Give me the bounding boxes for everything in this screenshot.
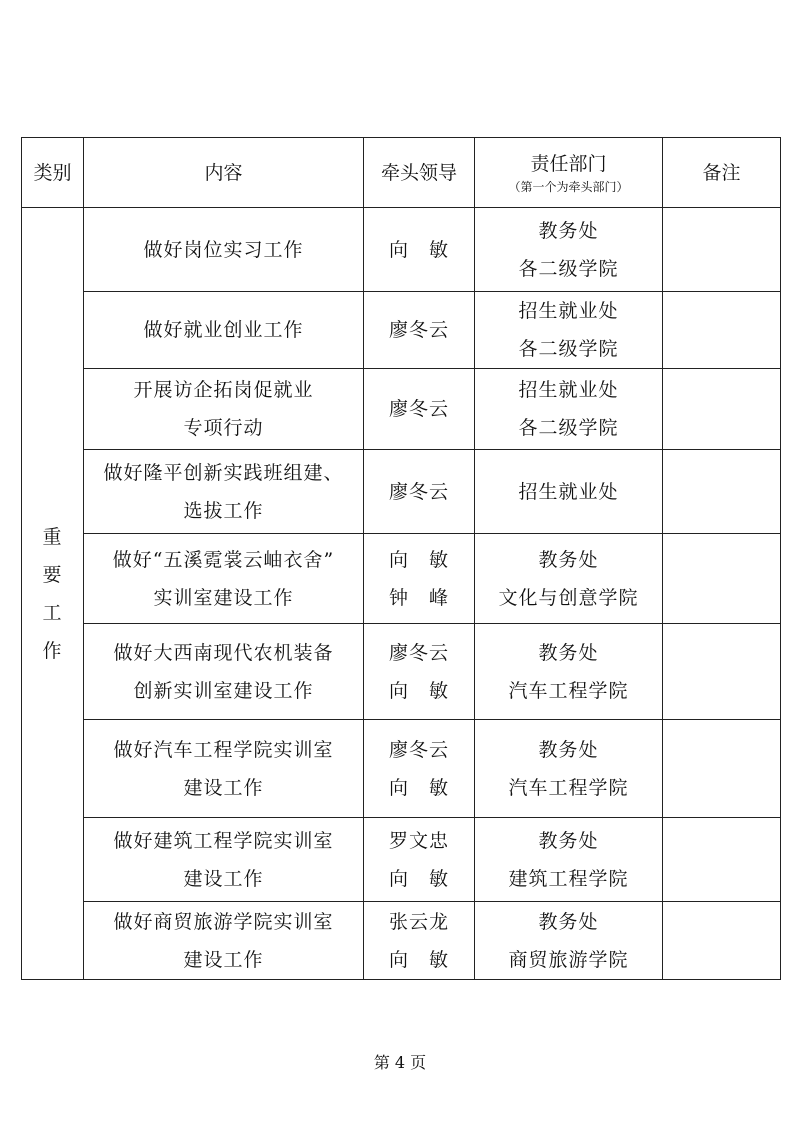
dept-cell-line: 教务处	[538, 910, 599, 933]
category-char: 作	[42, 639, 63, 662]
table-row	[22, 450, 781, 534]
remark-cell	[663, 720, 781, 818]
leader-cell-line: 廖冬云	[388, 738, 449, 761]
leader-cell	[364, 902, 475, 980]
dept-cell	[475, 208, 663, 292]
leader-cell-line: 向 敏	[388, 548, 449, 571]
leader-cell	[364, 208, 475, 292]
category-cell	[22, 208, 84, 980]
header-dept-title: 责任部门	[530, 152, 607, 175]
table-row	[22, 208, 781, 292]
content-cell	[84, 902, 364, 980]
remark-cell	[663, 624, 781, 720]
leader-cell-line: 向 敏	[388, 948, 449, 971]
content-cell-line: 做好岗位实习工作	[143, 238, 304, 261]
header-dept	[475, 138, 663, 208]
content-cell	[84, 450, 364, 534]
content-cell-line: 做好“五溪霓裳云岫衣舍”	[112, 548, 335, 571]
header-category: 类别	[22, 138, 84, 208]
table-row	[22, 534, 781, 624]
content-cell-line: 创新实训室建设工作	[133, 679, 314, 702]
dept-cell-line: 教务处	[538, 641, 599, 664]
dept-cell	[475, 902, 663, 980]
leader-cell-line: 罗文忠	[388, 829, 449, 852]
dept-cell	[475, 534, 663, 624]
content-cell	[84, 292, 364, 369]
dept-cell	[475, 369, 663, 450]
header-content: 内容	[84, 138, 364, 208]
content-cell-line: 做好商贸旅游学院实训室	[113, 910, 334, 933]
content-cell-line: 建设工作	[183, 948, 264, 971]
dept-cell-line: 教务处	[538, 829, 599, 852]
dept-cell-line: 商贸旅游学院	[508, 948, 629, 971]
content-cell	[84, 208, 364, 292]
table-row	[22, 292, 781, 369]
leader-cell-line: 廖冬云	[388, 319, 449, 341]
content-cell-line: 建设工作	[183, 776, 264, 799]
dept-cell-line: 建筑工程学院	[508, 867, 629, 890]
table-header-row	[22, 138, 781, 208]
dept-cell-line: 各二级学院	[518, 417, 619, 439]
leader-cell	[364, 450, 475, 534]
leader-cell-line: 向 敏	[388, 679, 449, 702]
leader-cell-line: 廖冬云	[388, 641, 449, 664]
dept-cell-line: 文化与创意学院	[498, 586, 639, 609]
table-row	[22, 720, 781, 818]
dept-cell	[475, 450, 663, 534]
table-row	[22, 902, 781, 980]
leader-cell-line: 向 敏	[388, 867, 449, 890]
content-cell-line: 做好就业创业工作	[143, 319, 304, 341]
dept-cell	[475, 818, 663, 902]
header-dept-note: （第一个为牵头部门）	[508, 179, 629, 194]
leader-cell-line: 钟 峰	[388, 586, 449, 609]
remark-cell	[663, 534, 781, 624]
dept-cell-line: 汽车工程学院	[508, 776, 629, 799]
leader-cell-line: 张云龙	[388, 910, 449, 933]
remark-cell	[663, 208, 781, 292]
header-leader: 牵头领导	[364, 138, 475, 208]
dept-cell-line: 招生就业处	[518, 300, 619, 322]
work-table	[21, 137, 781, 980]
content-cell	[84, 624, 364, 720]
dept-cell-line: 汽车工程学院	[508, 679, 629, 702]
dept-cell-line: 各二级学院	[518, 257, 619, 280]
content-cell-line: 专项行动	[183, 417, 264, 439]
dept-cell-line: 教务处	[538, 219, 599, 242]
remark-cell	[663, 902, 781, 980]
table-row	[22, 818, 781, 902]
leader-cell	[364, 369, 475, 450]
content-cell	[84, 534, 364, 624]
table-row	[22, 369, 781, 450]
dept-cell-line: 各二级学院	[518, 338, 619, 360]
content-cell-line: 建设工作	[183, 867, 264, 890]
dept-cell	[475, 624, 663, 720]
category-char: 重	[42, 525, 63, 548]
content-cell	[84, 369, 364, 450]
remark-cell	[663, 818, 781, 902]
leader-cell	[364, 534, 475, 624]
dept-cell-line: 招生就业处	[518, 379, 619, 401]
leader-cell	[364, 624, 475, 720]
dept-cell	[475, 292, 663, 369]
remark-cell	[663, 450, 781, 534]
leader-cell	[364, 720, 475, 818]
dept-cell	[475, 720, 663, 818]
leader-cell-line: 向 敏	[388, 776, 449, 799]
leader-cell-line: 廖冬云	[388, 398, 449, 420]
leader-cell-line: 廖冬云	[388, 480, 449, 503]
leader-cell	[364, 292, 475, 369]
content-cell-line: 实训室建设工作	[153, 586, 294, 609]
content-cell-line: 做好隆平创新实践班组建、	[103, 461, 344, 484]
remark-cell	[663, 369, 781, 450]
content-cell-line: 开展访企拓岗促就业	[133, 379, 314, 401]
category-char: 工	[42, 601, 63, 624]
table-row	[22, 624, 781, 720]
dept-cell-line: 招生就业处	[518, 480, 619, 503]
dept-cell-line: 教务处	[538, 548, 599, 571]
content-cell	[84, 720, 364, 818]
leader-cell	[364, 818, 475, 902]
category-char: 要	[42, 563, 63, 586]
page-number: 第 4 页	[373, 1053, 427, 1072]
dept-cell-line: 教务处	[538, 738, 599, 761]
content-cell	[84, 818, 364, 902]
content-cell-line: 做好建筑工程学院实训室	[113, 829, 334, 852]
content-cell-line: 做好汽车工程学院实训室	[113, 738, 334, 761]
leader-cell-line: 向 敏	[388, 238, 449, 261]
remark-cell	[663, 292, 781, 369]
header-remark: 备注	[663, 138, 781, 208]
content-cell-line: 做好大西南现代农机装备	[113, 641, 334, 664]
content-cell-line: 选拔工作	[183, 499, 264, 522]
